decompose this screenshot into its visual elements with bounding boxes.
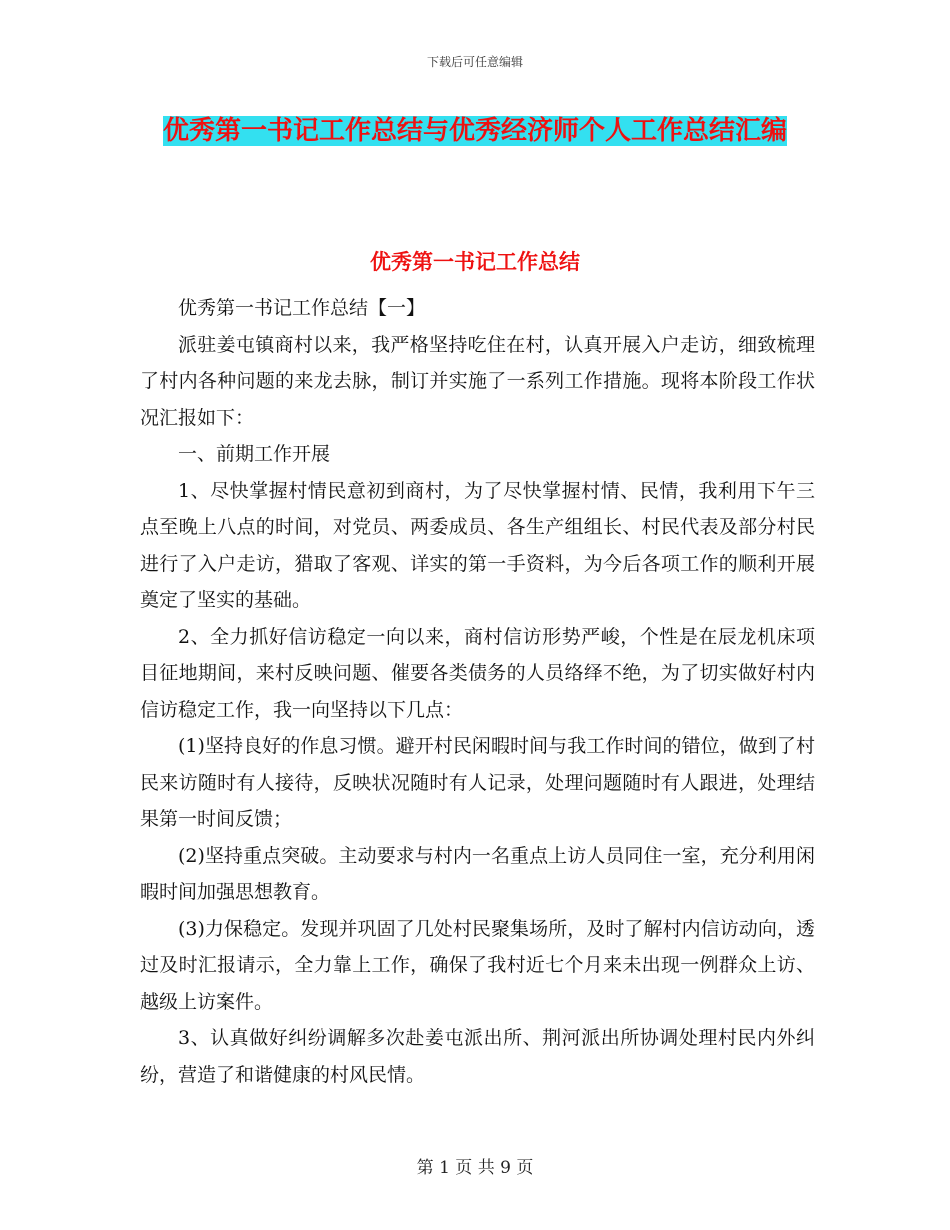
paragraph-subitem-3: (3)力保稳定。发现并巩固了几处村民聚集场所，及时了解村内信访动向，透过及时汇报请示，全力靠上工作，确保了我村近七个月来未出现一例群众上访、越级上访案件。 bbox=[140, 917, 815, 1013]
page-header: 下载后可任意编辑 bbox=[426, 55, 523, 69]
paragraph-subitem-1: (1)坚持良好的作息习惯。避开村民闲暇时间与我工作时间的错位，做到了村民来访随时有人接待，反映状况随时有人记录，处理问题随时有人跟进，处理结果第一时间反馈； bbox=[140, 735, 815, 830]
paragraph-item-1: 1、尽快掌握村情民意初到商村，为了尽快掌握村情、民情，我利用下午三点至晚上八点的时间，对党员、两委成员、各生产组组长、村民代表及部分村民进行了入户走访，猎取了客观、详实的第一手资料，为今后各项工作的顺利开展奠定了坚实的基础。 bbox=[140, 479, 815, 611]
section-title: 优秀第一书记工作总结 bbox=[370, 250, 580, 274]
paragraph-subtitle: 优秀第一书记工作总结【一】 bbox=[178, 297, 426, 319]
paragraph-subitem-2: (2)坚持重点突破。主动要求与村内一名重点上访人员同住一室，充分利用闲暇时间加强思想教育。 bbox=[140, 844, 815, 903]
document-title bbox=[160, 108, 790, 154]
document-title-text: 优秀第一书记工作总结与优秀经济师个人工作总结汇编 bbox=[162, 116, 787, 146]
paragraph-intro: 派驻姜屯镇商村以来，我严格坚持吃住在村，认真开展入户走访，细致梳理了村内各种问题的来龙去脉，制订并实施了一系列工作措施。现将本阶段工作状况汇报如下： bbox=[140, 333, 815, 429]
paragraph-item-3: 3、认真做好纠纷调解多次赴姜屯派出所、荆河派出所协调处理村民内外纠纷，营造了和谐健康的村风民情。 bbox=[140, 1027, 815, 1086]
document-body bbox=[140, 290, 815, 1093]
page-footer: 第 1 页 共 9 页 bbox=[416, 1158, 534, 1178]
paragraph-heading: 一、前期工作开展 bbox=[178, 443, 331, 465]
paragraph-item-2: 2、全力抓好信访稳定一向以来，商村信访形势严峻，个性是在辰龙机床项目征地期间，来村反映问题、催要各类债务的人员络绎不绝，为了切实做好村内信访稳定工作，我一向坚持以下几点： bbox=[140, 625, 815, 721]
